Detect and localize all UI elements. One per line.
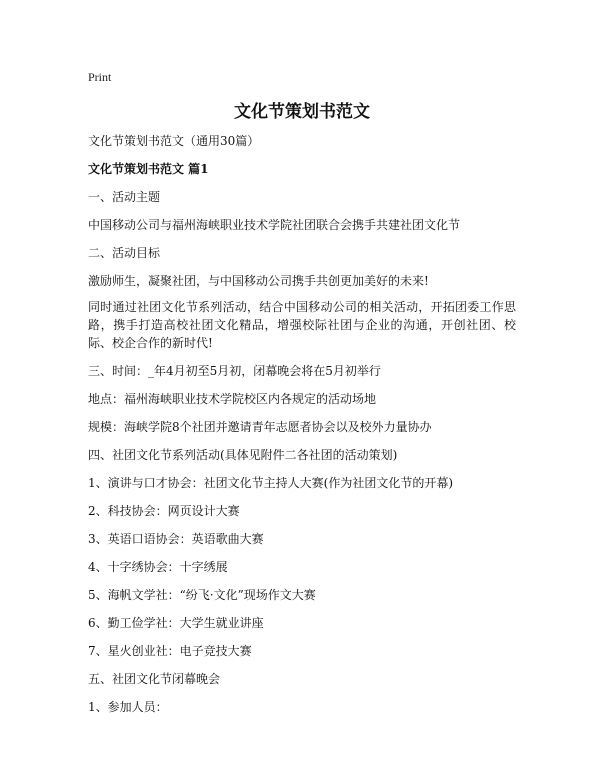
list-item-6: 6、勤工俭学社：大学生就业讲座 [88,616,264,630]
paragraph-time: 三、时间：_年4月初至5月初，闭幕晚会将在5月初举行 [88,364,381,378]
list-item-2: 2、科技协会：网页设计大赛 [88,504,240,518]
heading-activity-goals: 二、活动目标 [88,246,161,260]
list-item-3: 3、英语口语协会：英语歌曲大赛 [88,532,264,546]
paragraph-scale: 规模：海峡学院8个社团并邀请青年志愿者协会以及校外力量协办 [88,420,432,434]
heading-closing-gala: 五、社团文化节闭幕晚会 [88,672,221,686]
document-title: 文化节策划书范文 [234,102,370,122]
document-subtitle: 文化节策划书范文（通用30篇） [88,134,260,148]
print-label: Print [88,70,112,84]
paragraph-activity-theme: 中国移动公司与福州海峡职业技术学院社团联合会携手共建社团文化节 [88,218,461,232]
list-item-5: 5、海帆文学社：“纷飞·文化”现场作文大赛 [88,588,316,602]
section-title: 文化节策划书范文 篇1 [88,162,209,176]
heading-activity-theme: 一、活动主题 [88,190,161,204]
paragraph-goals-2: 同时通过社团文化节系列活动，结合中国移动公司的相关活动，开拓团委工作思路，携手打造高校社团文化精品，增强校际社团与企业的沟通，开创社团、校际、校企合作的新时代! [88,300,516,350]
list-item-4: 4、十字绣协会：十字绣展 [88,560,228,574]
heading-series-activities: 四、社团文化节系列活动(具体见附件二各社团的活动策划) [88,448,398,462]
paragraph-location: 地点：福州海峡职业技术学院校区内各规定的活动场地 [88,392,377,406]
paragraph-goals-1: 激励师生，凝聚社团，与中国移动公司携手共创更加美好的未来! [88,274,429,288]
list-item-1: 1、演讲与口才协会：社团文化节主持人大赛(作为社团文化节的开幕) [88,476,454,490]
list-item-7: 7、星火创业社：电子竞技大赛 [88,644,252,658]
paragraph-participants: 1、参加人员： [88,700,168,714]
